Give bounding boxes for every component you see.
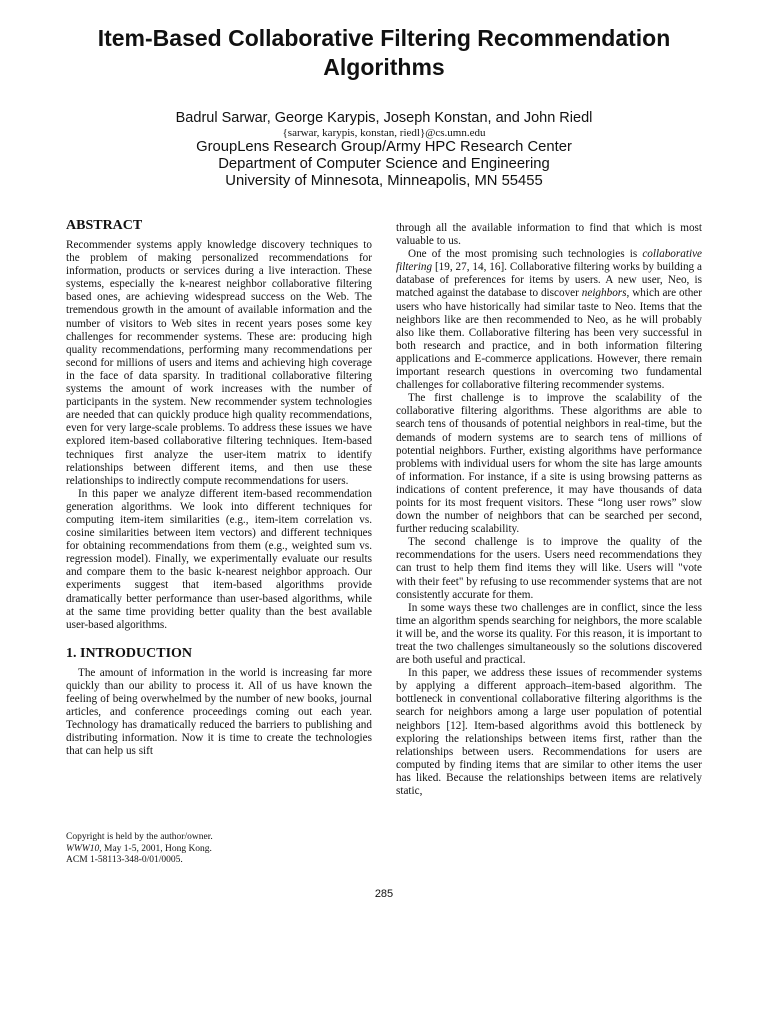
intro-paragraph-2 <box>396 248 702 392</box>
abstract-paragraph-1: Recommender systems apply knowledge discovery techniques to the problem of making personalized recommendations for information, products or services during a live interaction. These systems, especially the k-nearest neighbor collaborative filtering based ones, are achieving widespread success on the Web. The tremendous growth in the amount of available information and the number of visitors to Web sites in recent years poses some key challenges for recommender systems. These are: producing high quality recommendations, performing many recommendations per second for millions of users and items and achieving high coverage in the face of data sparsity. In traditional collaborative filtering systems the amount of work increases with the number of participants in the system. New recommender system technologies are needed that can quickly produce high quality recommendations, even for very large-scale problems. To address these issues we have explored item-based collaborative filtering techniques. Item-based techniques first analyze the user-item matrix to identify relationships between different items, and then use these relationships to indirectly compute recommendations for users. <box>66 239 372 487</box>
conference-name: WWW10 <box>66 843 100 854</box>
term-collaborative-filtering: collaborative filtering <box>396 248 702 274</box>
copyright-footnote <box>66 832 366 867</box>
text-span: One of the most promising such technologies is <box>408 248 643 261</box>
introduction-paragraph-1: The amount of information in the world is increasing far more quickly than our ability to process it. All of us have known the feeling of being overwhelmed by the number of new books, journal articles, and conference proceedings coming out each year. Technology has dramatically reduced the barriers to publishing and distributing information. Now it is time to create the technologies that can help us sift <box>66 666 372 758</box>
affiliation-university: University of Minnesota, Minneapolis, MN 55455 <box>225 173 543 189</box>
author-list: Badrul Sarwar, George Karypis, Joseph Konstan, and John Riedl <box>175 110 593 126</box>
intro-paragraph-6: In this paper, we address these issues of recommender systems by applying a different approach–item-based algorithm. The bottleneck in conventional collaborative filtering algorithms is the search for neighbors among a large user population of potential neighbors [12]. Item-based algorithms avoid this bottleneck by exploring the relationships between items first, rather than the relationships between users. Recommendations for users are computed by finding items that are similar to other items the user has liked. Because the relationships between items are relatively static, <box>396 667 702 798</box>
intro-continued-paragraph: through all the available information to find that which is most valuable to us. <box>396 222 702 248</box>
left-column <box>66 218 372 758</box>
author-emails: {sarwar, karypis, konstan, riedl}@cs.umn.edu <box>282 127 486 139</box>
acm-number: ACM 1-58113-348-0/01/0005. <box>66 855 183 865</box>
affiliation-group: GroupLens Research Group/Army HPC Research Center <box>196 139 572 155</box>
term-neighbors: neighbors <box>581 287 627 300</box>
abstract-heading: ABSTRACT <box>66 218 143 233</box>
text-span: [19, 27, 14, 16]. Collaborative filtering works by building a database of preferences for items by users. A new user, Neo, is matched against the database to discover <box>396 261 702 300</box>
intro-paragraph-3: The first challenge is to improve the scalability of the collaborative filtering algorithms. These algorithms are able to search tens of thousands of potential neighbors in real-time, but the demands of modern systems are to search tens of millions of potential neighbors. Further, existing algorithms have performance problems with individual users for whom the site has large amounts of information. For instance, if a site is using browsing patterns as indications of content preference, it may have thousands of data points for its most frequent visitors. These “long user rows” slow down the number of neighbors that can be searched per second, further reducing scalability. <box>396 392 702 536</box>
paper-title: Item-Based Collaborative Filtering Recommendation Algorithms <box>97 25 671 80</box>
introduction-heading: 1. INTRODUCTION <box>66 645 193 661</box>
copyright-line: Copyright is held by the author/owner. <box>66 832 213 842</box>
page-number: 285 <box>374 888 394 900</box>
right-column <box>396 222 702 798</box>
affiliation-department: Department of Computer Science and Engineering <box>218 156 550 172</box>
abstract-paragraph-2: In this paper we analyze different item-based recommendation generation algorithms. We look into different techniques for computing item-item similarities (e.g., item-item correlation vs. cosine similarities between item vectors) and different techniques for obtaining recommendations from them (e.g., weighted sum vs. regression model). Finally, we experimentally evaluate our results and compare them to the basic k-nearest neighbor approach. Our experiments suggest that item-based algorithms provide dramatically better performance than user-based algorithms, while at the same time providing better quality than the best available user-based algorithms. <box>66 487 372 631</box>
intro-paragraph-5: In some ways these two challenges are in conflict, since the less time an algorithm spends searching for neighbors, the more scalable it will be, and the worse its quality. For this reason, it is important to treat the two challenges simultaneously so the solutions discovered are both useful and practical. <box>396 601 702 667</box>
intro-paragraph-4: The second challenge is to improve the quality of the recommendations for the users. Users need recommendations they can trust to help them find items they will like. Users will "vote with their feet" by refusing to use recommender systems that are not consistently accurate for them. <box>396 536 702 601</box>
conference-line <box>66 844 366 856</box>
text-span: , which are other users who have historically had similar taste to Neo. Items that the neighbors like are then recommended to Neo, as he will probably also like them. Collaborative filtering has been very successful in both research and practice, and in both information filtering applications and E-commerce applications. However, there remain important research questions in overcoming two fundamental challenges for collaborative filtering recommender systems. <box>396 287 702 392</box>
conference-details: , May 1-5, 2001, Hong Kong. <box>99 843 212 854</box>
